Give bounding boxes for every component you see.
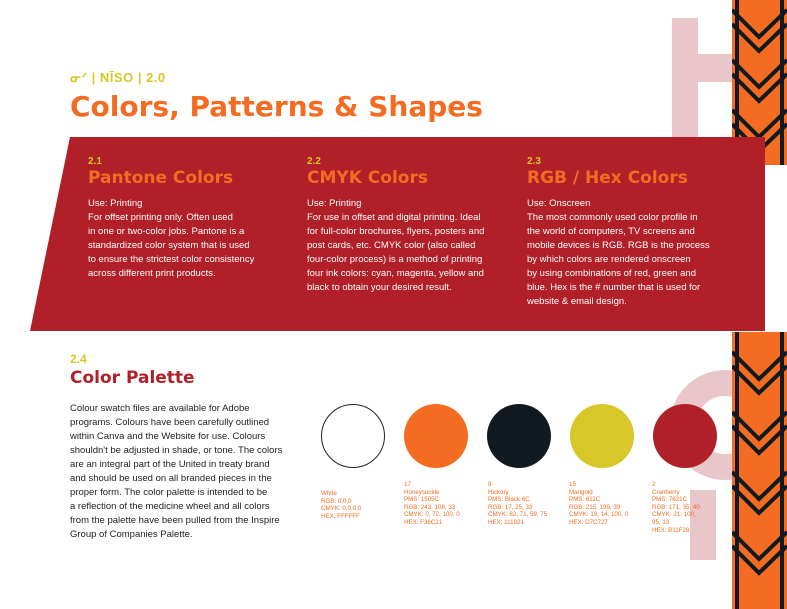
swatch-line: 2 — [652, 481, 656, 488]
swatch-white — [321, 404, 385, 468]
section-body — [88, 211, 298, 281]
section-cmyk — [307, 156, 517, 295]
decorative-watermark-top — [662, 18, 732, 138]
body-line: shouldn't be adjusted in shade, or tone. The colors — [70, 445, 283, 456]
section-use: Use: Printing — [307, 198, 362, 209]
body-line: four ink colors: cyan, magenta, yellow and — [307, 268, 484, 279]
swatch-line: CMYK: 19, 14, 100, 0 — [569, 511, 629, 519]
body-line: are an integral part of the United in treaty brand — [70, 459, 270, 470]
section-heading: Pantone Colors — [88, 168, 234, 188]
section-body — [307, 211, 517, 295]
body-line: proper form. The color palette is intended to be — [70, 487, 268, 498]
body-line: a reflection of the medicine wheel and all colors — [70, 501, 270, 512]
swatch-line: PMS: 7621C — [652, 496, 688, 504]
swatch-label-hickory — [488, 481, 566, 527]
pattern-strip-bottom — [732, 332, 787, 609]
body-line: from the palette have been pulled from the Inspire — [70, 515, 280, 526]
section-rgb-hex — [527, 156, 737, 309]
swatch-label-white — [321, 490, 399, 520]
swatch-line: HEX: 111921 — [488, 518, 524, 526]
body-line: Colour swatch files are available for Adobe — [70, 403, 250, 414]
swatch-marigold — [570, 404, 634, 468]
body-line: for full-color brochures, flyers, posters and — [307, 226, 485, 237]
section-number: 2.2 — [307, 156, 321, 167]
section-use: Use: Printing — [88, 198, 143, 209]
section-body — [527, 211, 737, 309]
swatch-line: HEX: D7C727 — [569, 518, 608, 526]
section-eyebrow: ᓂᐟ | NĪSO | 2.0 — [70, 70, 166, 85]
swatch-line: PMS: 1505C — [404, 496, 440, 504]
swatch-line: RGB: 215, 199, 39 — [569, 503, 621, 511]
body-line: black to obtain your desired result. — [307, 282, 452, 293]
swatch-honeysuckle — [404, 404, 468, 468]
body-line: in one or two-color jobs. Pantone is a — [88, 226, 245, 237]
swatch-cranberry — [653, 404, 717, 468]
body-line: to ensure the strictest color consistency — [88, 254, 255, 265]
page-title: Colors, Patterns & Shapes — [70, 90, 483, 123]
section-use: Use: Onscreen — [527, 198, 591, 209]
swatch-line: White — [321, 490, 337, 497]
body-line: The most commonly used color profile in — [527, 212, 698, 223]
swatch-line: CMYK: 0, 72, 100, 0 — [404, 511, 460, 519]
body-line: the world of computers, TV screens and — [527, 226, 695, 237]
body-line: programs. Colours have been carefully outlined — [70, 417, 270, 428]
swatch-line: 15 — [569, 481, 576, 488]
section-number: 2.1 — [88, 156, 102, 167]
body-line: within Canva and the Website for use. Colours — [70, 431, 266, 442]
body-line: by using combinations of red, green and — [527, 268, 696, 279]
swatch-line: 17 — [404, 481, 411, 488]
body-line: by which colors are rendered onscreen — [527, 254, 691, 265]
section-heading: CMYK Colors — [307, 168, 428, 188]
body-line: and should be used on all branded pieces in the — [70, 473, 272, 484]
body-line: For offset printing only. Often used — [88, 212, 233, 223]
swatch-line: CMYK: 82, 71, 59, 75 — [488, 511, 548, 519]
swatch-hickory — [487, 404, 551, 468]
body-line: standardized color system that is used — [88, 240, 250, 251]
swatch-line: RGB: 171, 35, 40 — [652, 503, 700, 511]
swatch-line: RGB: 243, 108, 33 — [404, 503, 456, 511]
swatch-line: PMS: Black 6C — [488, 496, 530, 504]
swatch-line: CMYK: 21, 100, — [652, 511, 696, 519]
palette-title: Color Palette — [70, 368, 195, 388]
swatch-line: Marigold — [569, 488, 593, 496]
section-number: 2.3 — [527, 156, 541, 167]
body-line: blue. Hex is the # number that is used for — [527, 282, 701, 293]
body-line: Group of Companies Palette. — [70, 529, 193, 540]
body-line: mobile devices is RGB. RGB is the process — [527, 240, 710, 251]
swatch-line: RGB: 17, 25, 33 — [488, 503, 533, 511]
swatch-label-honeysuckle — [404, 481, 482, 527]
body-line: website & email design. — [527, 296, 627, 307]
swatch-line: CMYK: 0,0,0,0 — [321, 505, 362, 513]
swatch-line: HEX: B11F28 — [652, 526, 690, 534]
body-line: post cards, etc. CMYK color (also called — [307, 240, 476, 251]
body-line: across different print products. — [88, 268, 216, 279]
swatch-line: Cranberry — [652, 488, 680, 496]
swatch-line: HEX: FFFFFF — [321, 512, 360, 520]
section-pantone — [88, 156, 298, 281]
swatch-line: Honeysuckle — [404, 488, 440, 496]
swatch-line: PMS: 611C — [569, 496, 601, 504]
swatch-line: RGB: 0,0,0 — [321, 497, 352, 505]
swatch-label-cranberry — [652, 481, 722, 534]
section-heading: RGB / Hex Colors — [527, 168, 688, 188]
palette-description — [70, 402, 314, 542]
swatch-line: HEX: F36C21 — [404, 518, 443, 526]
swatch-line: 8 — [488, 481, 492, 488]
swatch-label-marigold — [569, 481, 647, 527]
body-line: four-color process) is a method of printing — [307, 254, 483, 265]
palette-number: 2.4 — [70, 352, 87, 366]
body-line: For use in offset and digital printing. Ideal — [307, 212, 481, 223]
swatch-line: Hickory — [488, 488, 509, 496]
swatch-line: 95, 13 — [652, 518, 670, 526]
